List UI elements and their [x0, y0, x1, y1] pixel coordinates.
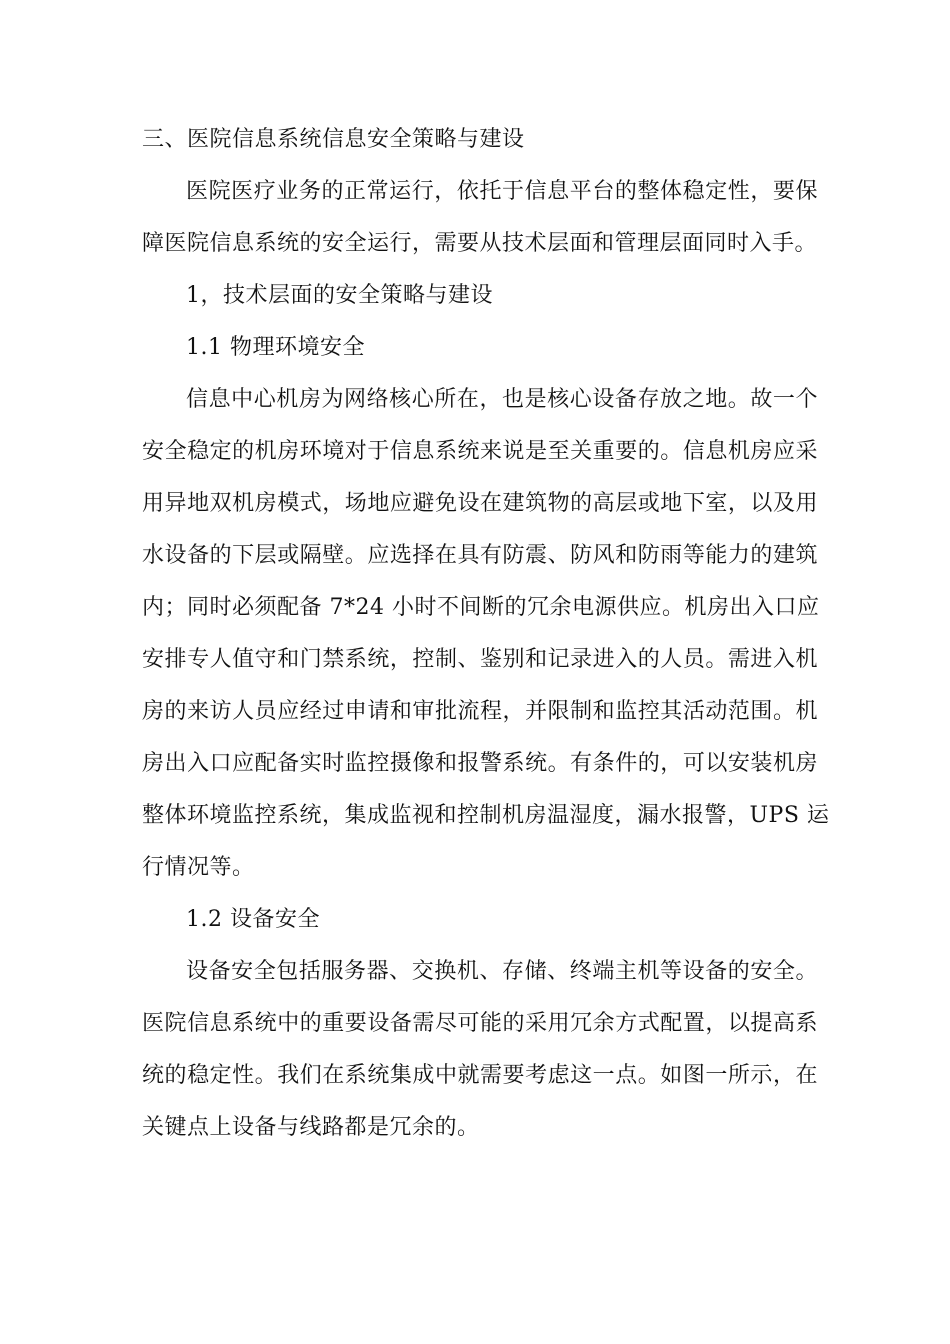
subsubsection-heading-equipment: 1.2 设备安全 [186, 907, 320, 932]
subsection-heading-technical: 1，技术层面的安全策略与建设 [186, 283, 493, 308]
equipment-line-2: 医院信息系统中的重要设备需尽可能的采用冗余方式配置，以提高系 [142, 1011, 818, 1036]
equipment-line-4: 关键点上设备与线路都是冗余的。 [142, 1115, 480, 1140]
physical-line-4: 水设备的下层或隔壁。应选择在具有防震、防风和防雨等能力的建筑 [142, 543, 818, 568]
document-body [142, 114, 830, 1154]
physical-line-1: 信息中心机房为网络核心所在，也是核心设备存放之地。故一个 [186, 387, 818, 412]
physical-line-8: 房出入口应配备实时监控摄像和报警系统。有条件的，可以安装机房 [142, 751, 818, 776]
equipment-line-1: 设备安全包括服务器、交换机、存储、终端主机等设备的安全。 [186, 959, 818, 984]
physical-line-7: 房的来访人员应经过申请和审批流程，并限制和监控其活动范围。机 [142, 699, 818, 724]
physical-line-9: 整体环境监控系统，集成监视和控制机房温湿度，漏水报警，UPS 运 [142, 803, 830, 828]
subsubsection-heading-physical: 1.1 物理环境安全 [186, 335, 365, 360]
intro-line-1: 医院医疗业务的正常运行，依托于信息平台的整体稳定性，要保 [186, 179, 818, 204]
equipment-line-3: 统的稳定性。我们在系统集成中就需要考虑这一点。如图一所示，在 [142, 1063, 818, 1088]
physical-line-2: 安全稳定的机房环境对于信息系统来说是至关重要的。信息机房应采 [142, 439, 818, 464]
section-heading: 三、医院信息系统信息安全策略与建设 [142, 127, 525, 152]
physical-line-6: 安排专人值守和门禁系统，控制、鉴别和记录进入的人员。需进入机 [142, 647, 818, 672]
physical-line-3: 用异地双机房模式，场地应避免设在建筑物的高层或地下室，以及用 [142, 491, 818, 516]
intro-line-2: 障医院信息系统的安全运行，需要从技术层面和管理层面同时入手。 [142, 231, 818, 256]
physical-line-10: 行情况等。 [142, 855, 255, 880]
physical-line-5: 内；同时必须配备 7*24 小时不间断的冗余电源供应。机房出入口应 [142, 595, 820, 620]
